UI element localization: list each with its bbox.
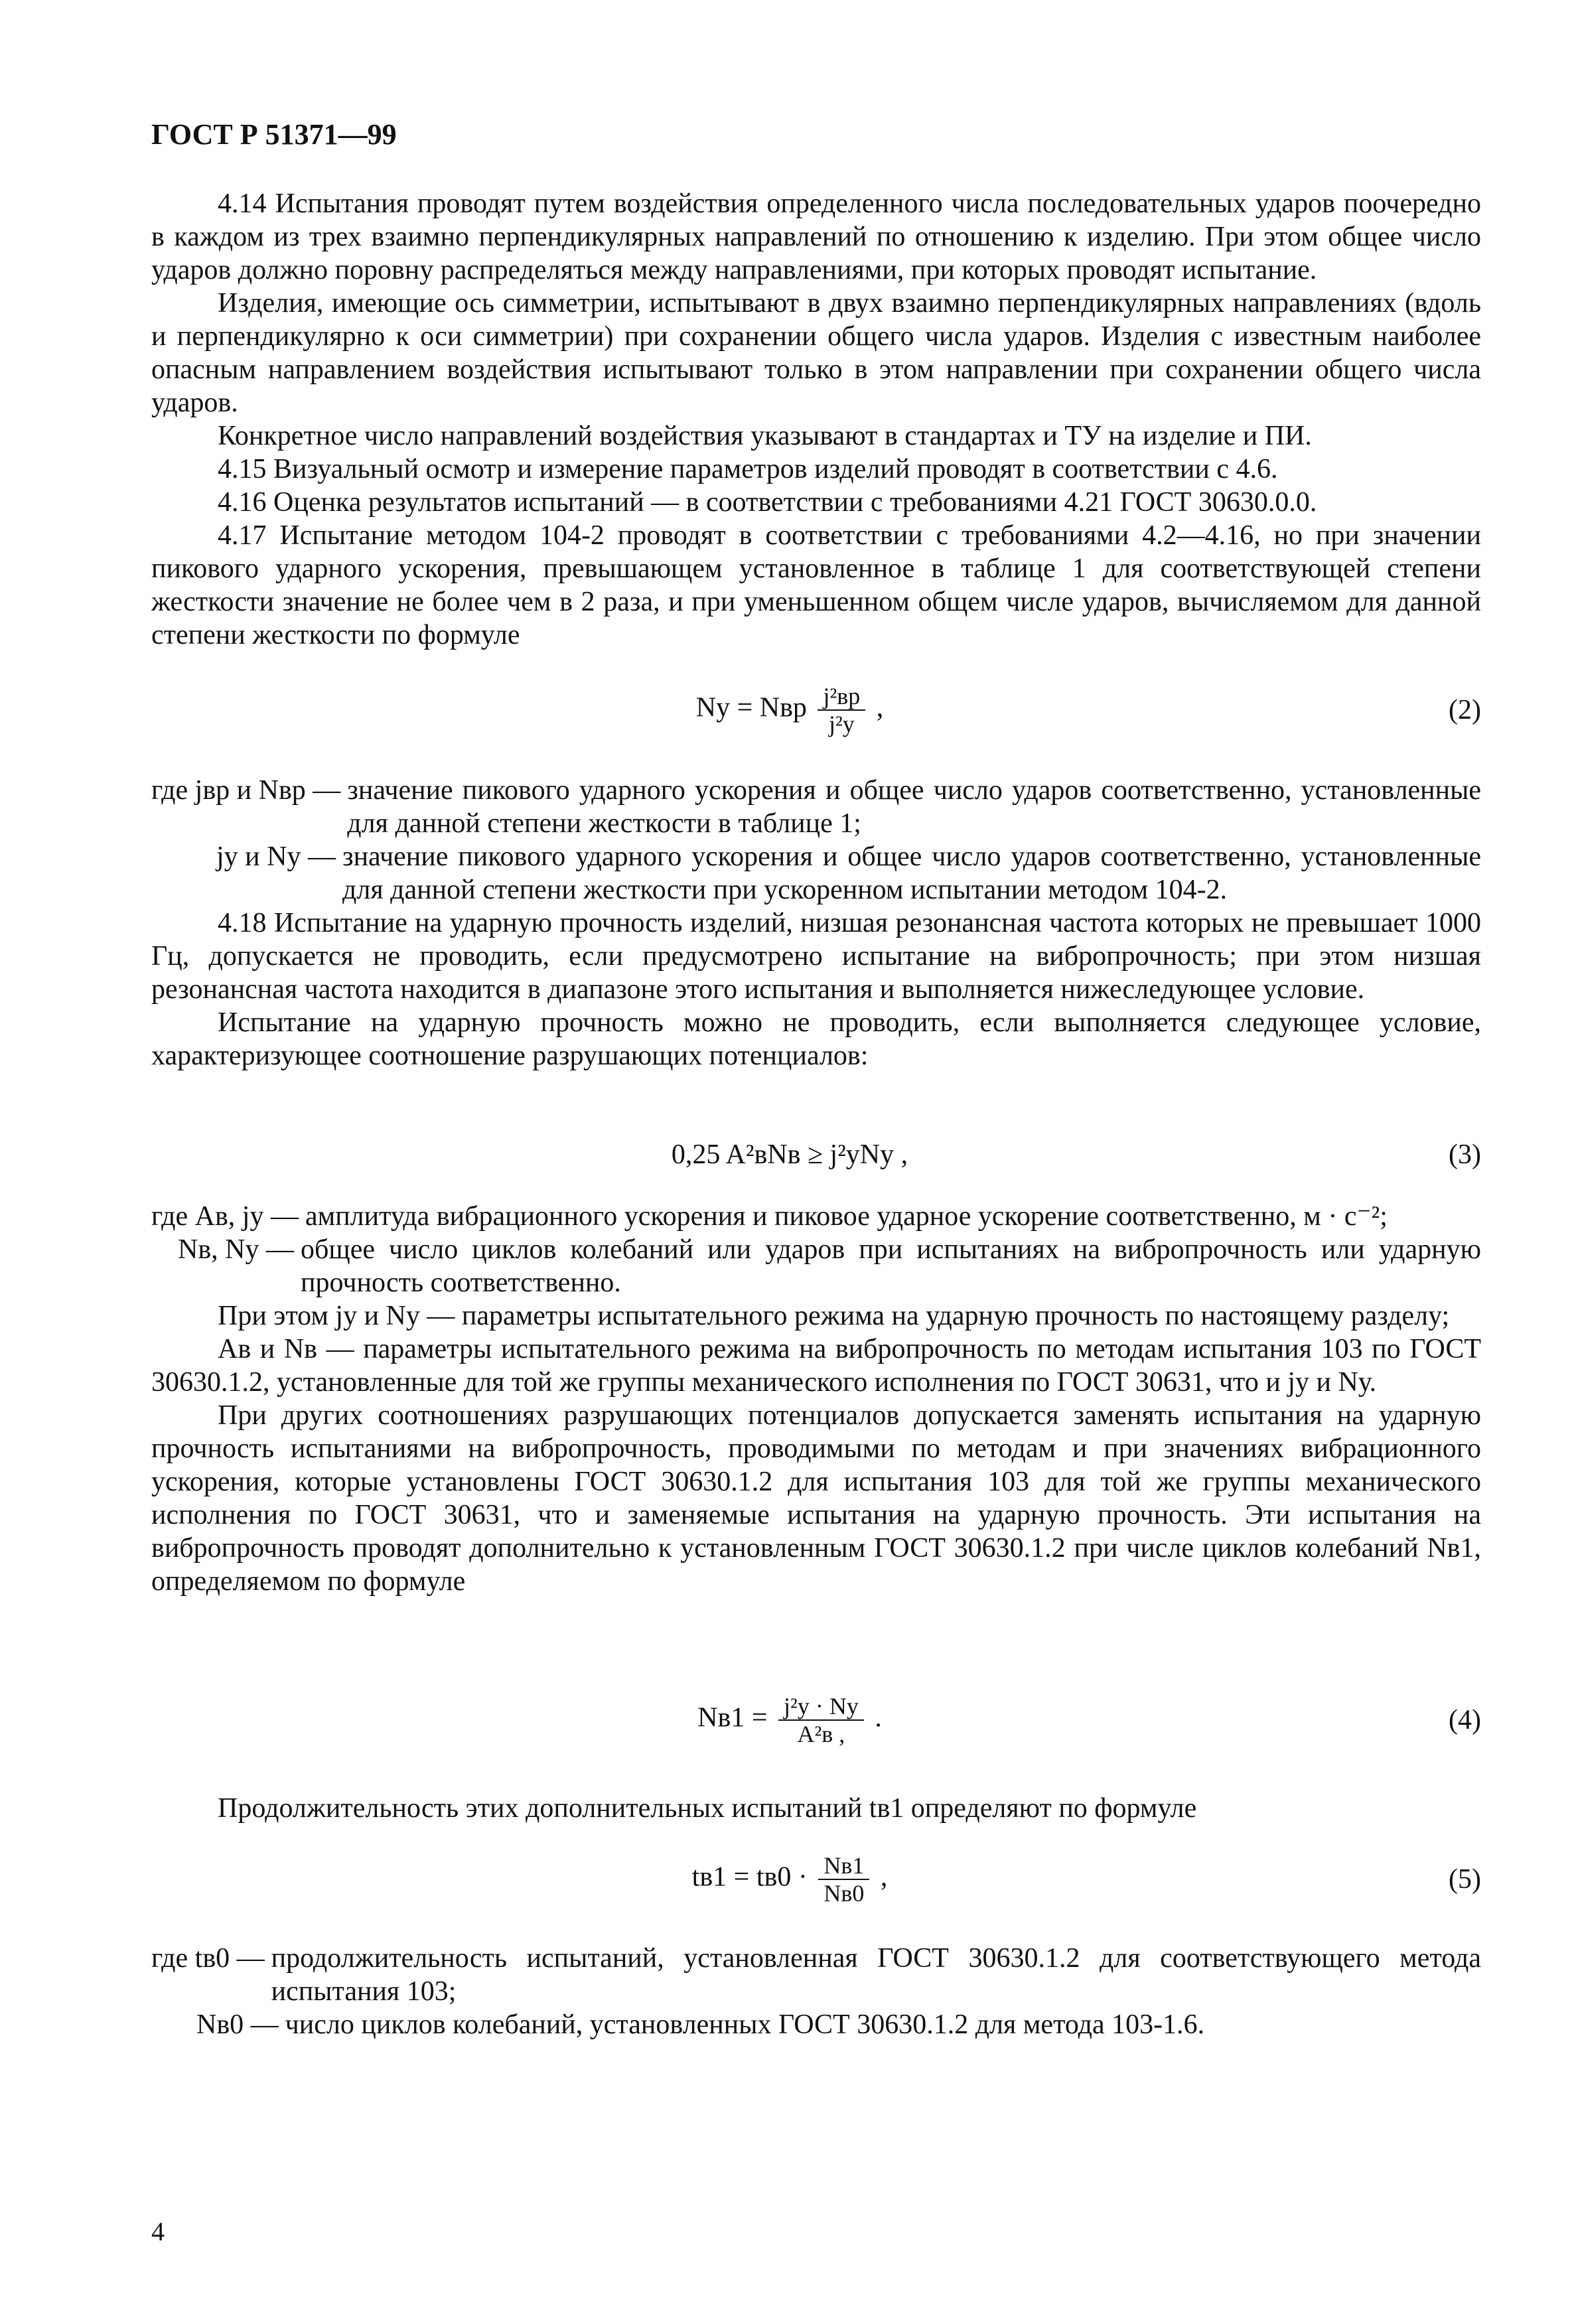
formula-5-tail: ,: [880, 1861, 888, 1893]
formula-3: [151, 1128, 1481, 1181]
formula-5: [151, 1840, 1481, 1919]
formula-4-tail: .: [875, 1702, 882, 1733]
where-3-key: где Aв, jу —: [151, 1201, 299, 1232]
where-2-block: [151, 774, 1481, 1072]
paragraph-4-14-symmetry: Изделия, имеющие ось симметрии, испытывают в двух взаимно перпендикулярных направлениях (вдоль и перпендикулярно к оси симметрии) при сохранении общего числа ударов. Изделия с известным наиболее опасным направлением воздействия испытывают только в этом направлении при сохранении общего числа ударов.: [151, 288, 1481, 418]
page-number: 4: [151, 2216, 165, 2246]
where-5-key: Nв0 —: [196, 2009, 279, 2040]
where-5-item: [151, 2008, 1481, 2041]
where-2-key: где jвр и Nвр —: [151, 775, 341, 806]
formula-4-denominator: A²в ,: [797, 1721, 845, 1747]
paragraph-4-18-condition: Испытание на ударную прочность можно не проводить, если выполняется следующее условие, характеризующее соотношение разрушающих потенциалов:: [151, 1007, 1481, 1071]
paragraph-4-17: 4.17 Испытание методом 104-2 проводят в соответствии с требованиями 4.2—4.16, но при значении пикового ударного ускорения, превышающем установленное в таблице 1 для соответствующей степени жесткости значение не более чем в 2 раза, и при уменьшенном общем числе ударов, вычисляемом для данной степени жесткости по формуле: [151, 520, 1481, 650]
formula-5-denominator: Nв0: [823, 1880, 865, 1907]
where-3-text: амплитуда вибрационного ускорения и пиковое ударное ускорение соответственно, м · с⁻²;: [305, 1201, 1388, 1232]
paragraph-in-this-case: При этом jу и Nу — параметры испытательного режима на ударную прочность по настоящему разделу;: [218, 1301, 1450, 1331]
formula-2-number: (2): [1449, 695, 1481, 725]
formula-4-number: (4): [1449, 1705, 1481, 1735]
formula-2-lhs: Nу = Nвр: [695, 692, 807, 723]
where-3-item: [151, 1233, 1481, 1299]
where-5-text: продолжительность испытаний, установленная ГОСТ 30630.1.2 для соответствующего метода испытания 103;: [271, 1943, 1481, 2007]
formula-3-expression: 0,25 A²вNв ≥ j²уNу ,: [671, 1139, 908, 1170]
where-5-key: где tв0 —: [151, 1943, 265, 1974]
where-2-item: [151, 774, 1481, 840]
formula-4-lhs: Nв1 =: [697, 1702, 768, 1733]
where-3-key: Nв, Nу —: [178, 1234, 294, 1265]
paragraph-4-15: 4.15 Визуальный осмотр и измерение параметров изделий проводят в соответствии с 4.6.: [218, 454, 1278, 484]
where-2-text: значение пикового ударного ускорения и общее число ударов соответственно, установленные для данной степени жесткости при ускоренном испытании методом 104-2.: [342, 841, 1481, 905]
duration-block: [151, 1792, 1481, 1825]
formula-4-fraction: [778, 1693, 864, 1747]
where-2-key: jу и Nу —: [216, 841, 336, 872]
formula-4-numerator: j²у · Nу: [778, 1693, 864, 1721]
paragraph-4-14-directions: Конкретное число направлений воздействия указывают в стандартах и ТУ на изделие и ПИ.: [218, 421, 1312, 451]
formula-5-fraction: [818, 1852, 869, 1907]
paragraph-4-18: 4.18 Испытание на ударную прочность изделий, низшая резонансная частота которых не превышает 1000 Гц, допускается не проводить, если предусмотрено испытание на вибропрочность; при этом низшая резонансная частота находится в диапазоне этого испытания и выполняется нижеследующее условие.: [151, 908, 1481, 1005]
where-2-text: значение пикового ударного ускорения и общее число ударов соответственно, установленные для данной степени жесткости в таблице 1;: [347, 775, 1481, 839]
page-header: ГОСТ Р 51371—99: [151, 118, 397, 151]
where-3-block: [151, 1200, 1481, 1598]
where-5-item: [151, 1942, 1481, 2008]
paragraph-4-16: 4.16 Оценка результатов испытаний — в соответствии с требованиями 4.21 ГОСТ 30630.0.0.: [218, 487, 1317, 518]
where-5-text: число циклов колебаний, установленных ГОСТ 30630.1.2 для метода 103-1.6.: [285, 2009, 1205, 2040]
where-5-block: [151, 1942, 1481, 2041]
paragraph-other-ratios: При других соотношениях разрушающих потенциалов допускается заменять испытания на ударную прочность испытаниями на вибропрочность, проводимыми по методам и при значениях вибрационного ускорения, которые установлены ГОСТ 30630.1.2 для испытания 103 для той же группы механического исполнения по ГОСТ 30631, что и заменяемые испытания на ударную прочность. Эти испытания на вибропрочность проводят дополнительно к установленным ГОСТ 30630.1.2 при числе циклов колебаний Nв1, определяемом по формуле: [151, 1400, 1481, 1597]
formula-5-number: (5): [1449, 1864, 1481, 1895]
formula-2-fraction: [818, 683, 865, 737]
paragraph-duration: Продолжительность этих дополнительных испытаний tв1 определяют по формуле: [218, 1793, 1197, 1824]
paragraph-vibration-params: Aв и Nв — параметры испытательного режима на вибропрочность по методам испытания 103 по ГОСТ 30630.1.2, установленные для той же группы механического исполнения по ГОСТ 30631, что и jу и Nу.: [151, 1334, 1481, 1398]
formula-5-numerator: Nв1: [818, 1852, 869, 1880]
formula-3-number: (3): [1449, 1139, 1481, 1170]
where-2-item: [151, 840, 1481, 907]
where-3-item: [151, 1200, 1481, 1233]
formula-4: [151, 1680, 1481, 1760]
formula-2-tail: ,: [876, 692, 884, 723]
formula-2-denominator: j²у: [828, 711, 855, 737]
paragraph-4-14: 4.14 Испытания проводят путем воздействия определенного числа последовательных ударов поочередно в каждом из трех взаимно перпендикулярных направлений по отношению к изделию. При этом общее число ударов должно поровну распределяться между направлениями, при которых проводят испытание.: [151, 188, 1481, 285]
formula-5-lhs: tв1 = tв0 ·: [691, 1861, 808, 1893]
formula-2: [151, 670, 1481, 750]
section-4-14: [151, 187, 1481, 652]
where-3-text: общее число циклов колебаний или ударов при испытаниях на вибропрочность или ударную прочность соответственно.: [301, 1234, 1481, 1298]
formula-2-numerator: j²вр: [818, 683, 865, 711]
